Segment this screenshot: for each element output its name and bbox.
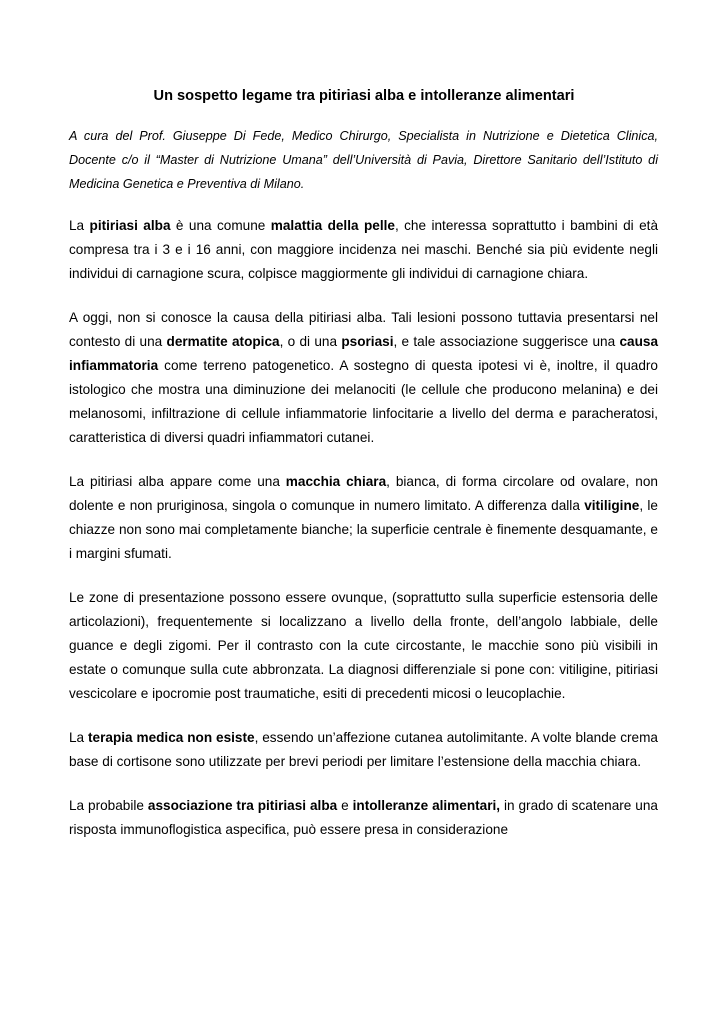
paragraph-text: A oggi, non si conosce la causa della pitiriasi alba. Tali lesioni possono tuttavia presentarsi nel contesto di una [69, 310, 658, 349]
body-paragraph [69, 586, 658, 706]
paragraph-text: e [337, 798, 353, 813]
paragraph-text: La [69, 730, 89, 745]
body-paragraph [69, 470, 658, 566]
body-paragraph [69, 726, 658, 774]
body-paragraph [69, 306, 658, 450]
paragraph-text: , e tale associazione suggerisce una [393, 334, 620, 349]
author-note: A cura del Prof. Giuseppe Di Fede, Medico Chirurgo, Specialista in Nutrizione e Dietetica Clinica, Docente c/o il “Master di Nutrizione Umana” dell’Università di Pavia, Direttore Sanitario dell’Istituto di Medicina Genetica e Preventiva di Milano. [69, 129, 658, 191]
paragraph-text: , o di una [279, 334, 342, 349]
emphasized-text: terapia medica non esiste [88, 730, 255, 745]
paragraph-text: , bianca, di forma circolare od ovalare, non dolente e non pruriginosa, singola o comunque in numero limitato. A differenza dalla [69, 474, 658, 513]
paragraph-text: è una comune [170, 218, 271, 233]
emphasized-text: vitiligine [584, 498, 640, 513]
emphasized-text: pitiriasi alba [89, 218, 171, 233]
body-paragraph [69, 794, 658, 842]
paragraph-text: in grado di scatenare una risposta immunoflogistica aspecifica, può essere presa in considerazione [69, 798, 658, 837]
emphasized-text: intolleranze alimentari, [352, 798, 501, 813]
emphasized-text: macchia chiara [285, 474, 387, 489]
emphasized-text: causa infiammatoria [69, 334, 659, 373]
paragraph-text: , essendo un’affezione cutanea autolimitante. A volte blande crema base di cortisone sono utilizzate per brevi periodi per limitare l’estensione della macchia chiara. [69, 730, 658, 769]
paragraph-text: La [69, 218, 90, 233]
paragraph-text: La probabile [69, 798, 148, 813]
emphasized-text: dermatite atopica [166, 334, 280, 349]
paragraph-text: La pitiriasi alba appare come una [69, 474, 286, 489]
emphasized-text: psoriasi [341, 334, 394, 349]
paragraph-text: , le chiazze non sono mai completamente bianche; la superficie centrale è finemente desquamante, e i margini sfumati. [69, 498, 658, 561]
document-body [69, 124, 658, 862]
body-paragraph [69, 214, 658, 286]
document-title: Un sospetto legame tra pitiriasi alba e intolleranze alimentari [153, 88, 575, 104]
emphasized-text: associazione tra pitiriasi alba [147, 798, 338, 813]
paragraph-text: Le zone di presentazione possono essere ovunque, (soprattutto sulla superficie estensoria delle articolazioni), frequentemente si localizzano a livello della fronte, dell’angolo labbiale, delle guance e degli zigomi. Per il contrasto con la cute circostante, le macchie sono più visibili in estate o comunque sulla cute abbronzata. La diagnosi differenziale si pone con: vitiligine, pitiriasi vescicolare e ipocromie post traumatiche, esiti di precedenti micosi o leucoplachie. [69, 590, 658, 701]
paragraph-text: , che interessa soprattutto i bambini di età compresa tra i 3 e i 16 anni, con maggiore incidenza nei maschi. Benché sia più evidente negli individui di carnagione scura, colpisce maggiormente gli individui di carnagione chiara. [69, 218, 659, 281]
emphasized-text: malattia della pelle [270, 218, 395, 233]
paragraph-text: come terreno patogenetico. A sostegno di questa ipotesi vi è, inoltre, il quadro istologico che mostra una diminuzione dei melanociti (le cellule che producono melanina) e dei melanosomi, infiltrazione di cellule infiammatorie linfocitarie a livello del derma e paracheratosi, caratteristica di diversi quadri infiammatori cutanei. [69, 358, 658, 445]
